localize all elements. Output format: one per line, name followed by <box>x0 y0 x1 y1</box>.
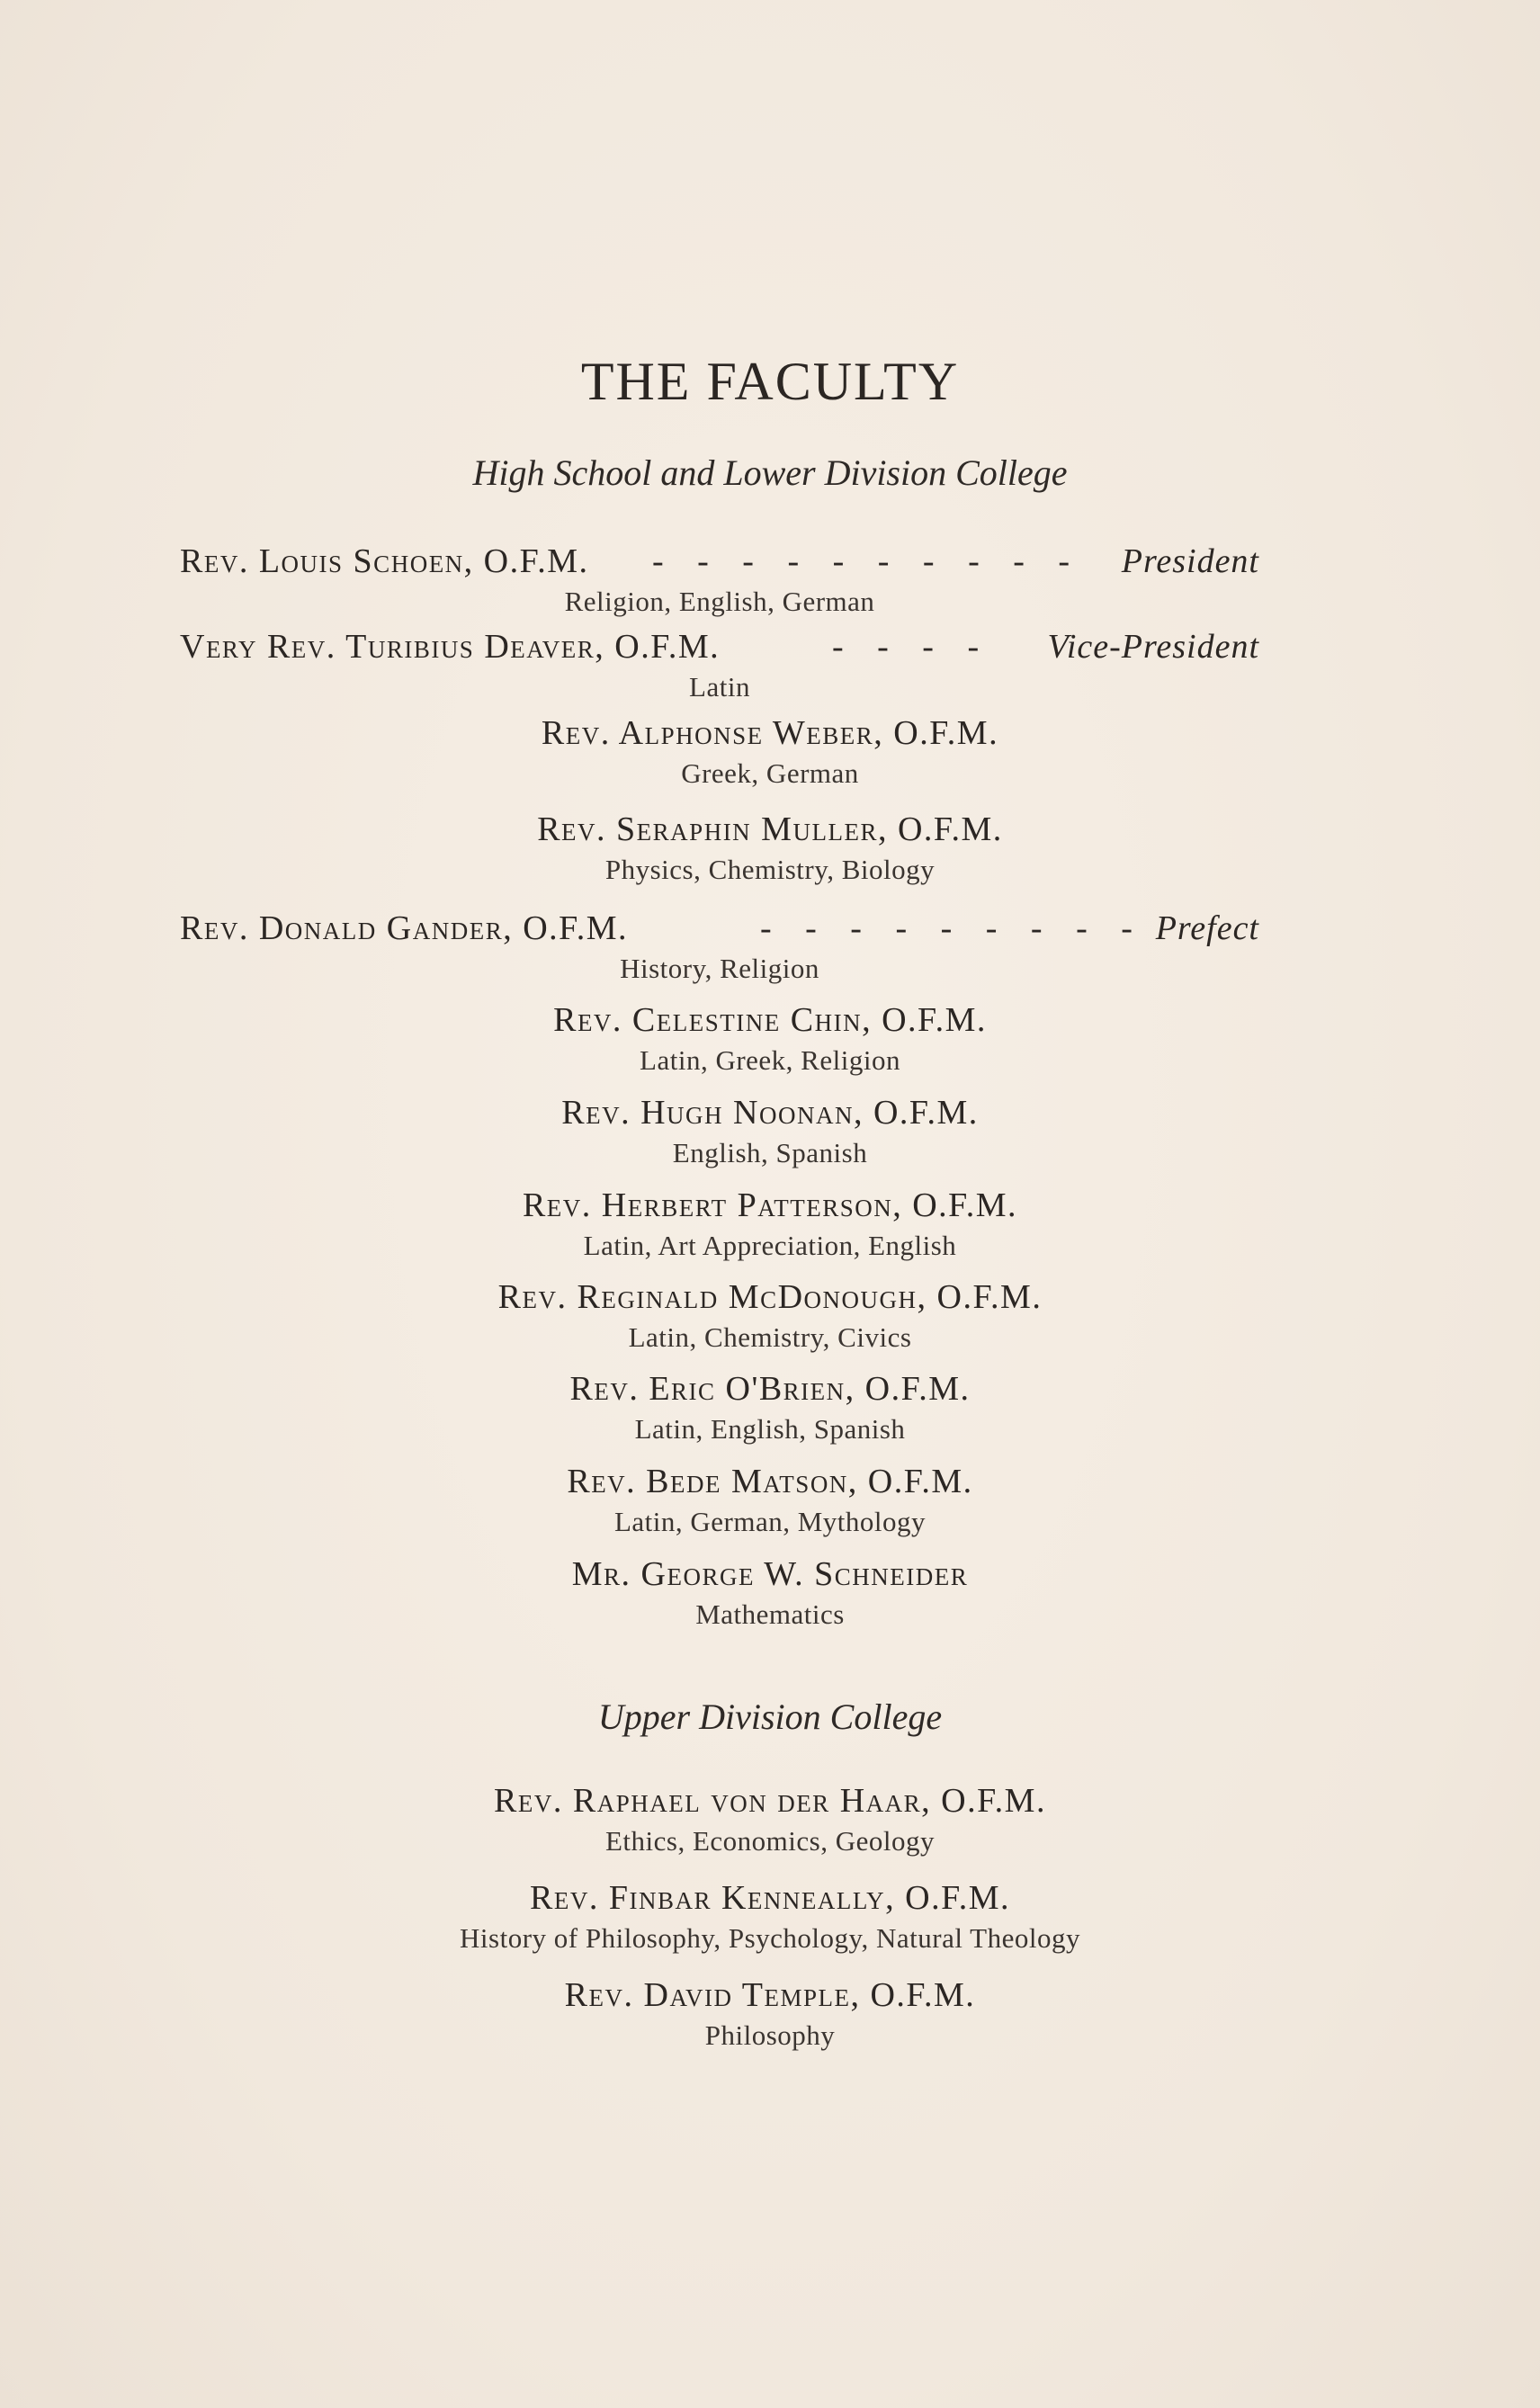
section-heading-upper-division: Upper Division College <box>597 1696 943 1737</box>
leader-dashes: - - - - <box>832 628 992 666</box>
officer-row-vice-president <box>180 627 1259 667</box>
faculty-name: Rev. Eric O'Brien, O.F.M. <box>569 1370 971 1408</box>
faculty-subjects: Latin <box>689 671 750 703</box>
page-title: THE FACULTY <box>580 352 960 411</box>
faculty-name: Rev. Finbar Kenneally, O.F.M. <box>529 1879 1010 1917</box>
faculty-name: Rev. Bede Matson, O.F.M. <box>567 1463 973 1500</box>
faculty-name: Rev. Seraphin Muller, O.F.M. <box>537 810 1003 848</box>
faculty-subjects: History of Philosophy, Psychology, Natural Theology <box>460 1922 1080 1954</box>
faculty-entry <box>0 1975 1540 2053</box>
leader-dashes: - - - - - - - - - <box>760 909 1145 947</box>
officer-row-prefect <box>180 909 1259 948</box>
faculty-entry <box>0 1369 1540 1446</box>
faculty-name: Rev. Louis Schoen, O.F.M. <box>180 542 589 580</box>
faculty-subjects: Latin, German, Mythology <box>613 1506 927 1537</box>
faculty-subjects: Ethics, Economics, Geology <box>605 1825 935 1857</box>
faculty-entry <box>0 1781 1540 1858</box>
faculty-subjects: Latin, Chemistry, Civics <box>628 1321 912 1353</box>
faculty-role: Vice-President <box>1047 628 1259 666</box>
faculty-name: Rev. David Temple, O.F.M. <box>564 1976 976 2014</box>
faculty-name: Rev. Reginald McDonough, O.F.M. <box>497 1278 1043 1316</box>
faculty-entry <box>0 1000 1540 1078</box>
faculty-role: President <box>1121 542 1259 580</box>
section-heading-lower-division: High School and Lower Division College <box>472 452 1068 493</box>
faculty-role: Prefect <box>1155 909 1259 947</box>
faculty-name: Rev. Alphonse Weber, O.F.M. <box>541 714 999 752</box>
faculty-subjects: Physics, Chemistry, Biology <box>604 854 936 885</box>
faculty-entry <box>0 1186 1540 1263</box>
faculty-name: Mr. George W. Schneider <box>571 1555 969 1593</box>
officer-row-president <box>180 542 1259 581</box>
faculty-entry <box>0 810 1540 887</box>
faculty-subjects: Latin, English, Spanish <box>634 1413 906 1445</box>
faculty-name: Rev. Celestine Chin, O.F.M. <box>553 1001 987 1039</box>
faculty-name: Very Rev. Turibius Deaver, O.F.M. <box>180 628 721 666</box>
faculty-subjects: Religion, English, German <box>564 586 875 617</box>
faculty-entry <box>0 1462 1540 1539</box>
faculty-name: Rev. Raphael von der Haar, O.F.M. <box>494 1782 1046 1820</box>
leader-dashes: - - - - - - - - - - <box>652 542 1083 580</box>
faculty-entry <box>0 1277 1540 1355</box>
faculty-subjects: Greek, German <box>681 757 859 789</box>
faculty-name: Rev. Hugh Noonan, O.F.M. <box>561 1094 979 1132</box>
faculty-entry <box>0 713 1540 791</box>
faculty-subjects: Latin, Art Appreciation, English <box>583 1230 957 1261</box>
faculty-subjects: History, Religion <box>620 953 819 984</box>
faculty-entry <box>0 1878 1540 1956</box>
faculty-entry <box>0 1554 1540 1632</box>
faculty-subjects: English, Spanish <box>672 1137 868 1168</box>
faculty-name: Rev. Herbert Patterson, O.F.M. <box>522 1186 1018 1224</box>
faculty-subjects: Latin, Greek, Religion <box>640 1044 900 1076</box>
faculty-entry <box>0 1093 1540 1170</box>
faculty-name: Rev. Donald Gander, O.F.M. <box>180 909 629 947</box>
faculty-subjects: Philosophy <box>704 2019 836 2051</box>
faculty-subjects: Mathematics <box>695 1598 845 1630</box>
